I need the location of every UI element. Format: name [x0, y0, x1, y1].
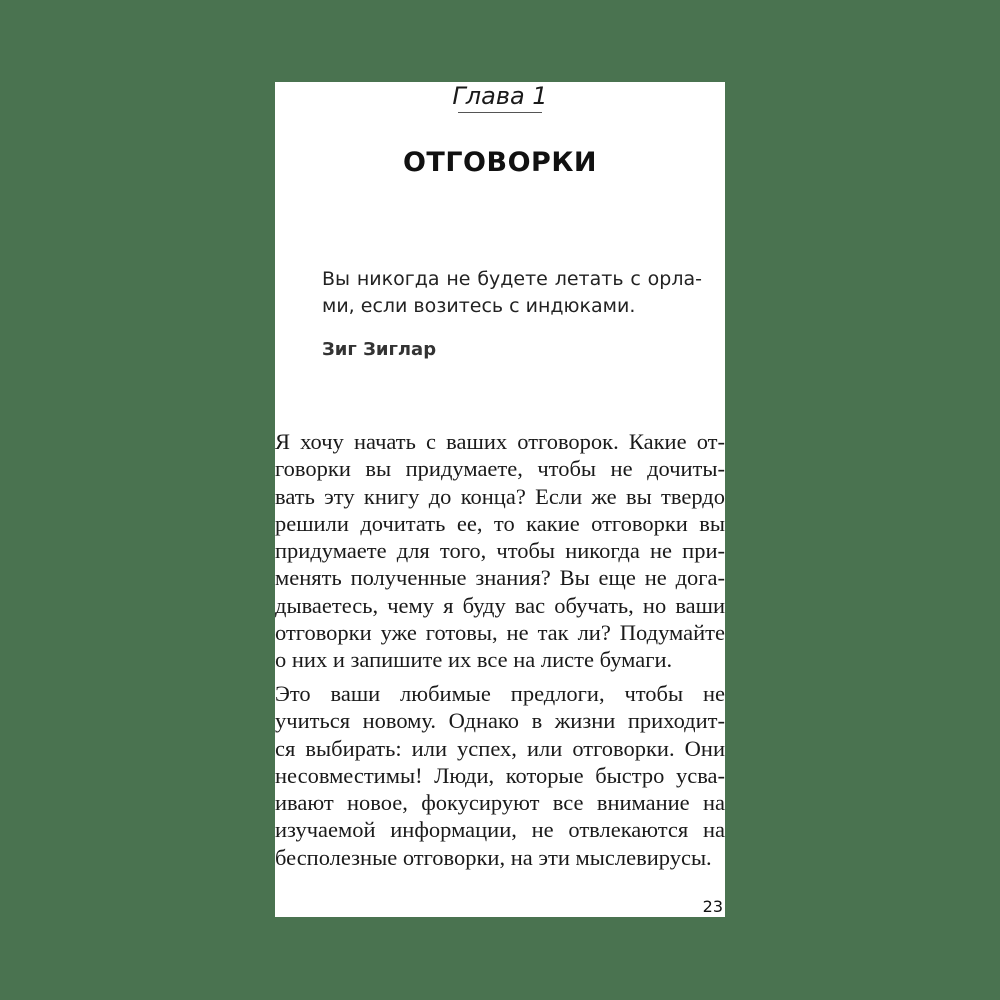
text-line: бесполезные отговорки, на эти мыслевирусы. — [275, 844, 712, 870]
text-line: Это ваши любимые предлоги, чтобы не — [275, 681, 725, 706]
text-line: Я хочу начать с ваших отговорок. Какие от- — [275, 429, 725, 454]
text-line: о них и запишите их все на листе бумаги. — [275, 647, 673, 673]
paragraph-1 — [275, 428, 725, 674]
text-line: изучаемой информации, не отвлекаются на — [275, 817, 725, 843]
text-line: говорки вы придумаете, чтобы не дочиты- — [275, 456, 725, 482]
text-line: решили дочитать ее, то какие отговорки вы — [275, 510, 725, 536]
book-page — [275, 82, 725, 917]
epigraph-line: ми, если возитесь с индюками. — [322, 295, 636, 317]
page-number: 23 — [702, 897, 723, 916]
epigraph-line: Вы никогда не будете летать с орла- — [322, 268, 702, 290]
text-line: отговорки уже готовы, не так ли? Подумайте — [275, 620, 725, 646]
epigraph-author: Зиг Зиглар — [322, 339, 437, 360]
chapter-divider — [458, 112, 542, 113]
text-line: дываетесь, чему я буду вас обучать, но ваши — [275, 592, 725, 618]
text-line: ивают новое, фокусируют все внимание на — [275, 790, 725, 816]
text-line: придумаете для того, чтобы никогда не при- — [275, 538, 725, 564]
text-line: менять полученные знания? Вы еще не дога- — [275, 565, 725, 591]
chapter-label: Глава 1 — [452, 82, 548, 110]
chapter-title: ОТГОВОРКИ — [402, 147, 597, 178]
text-line: несовместимы! Люди, которые быстро усва- — [275, 762, 725, 788]
paragraph-2 — [275, 680, 725, 871]
text-line: вать эту книгу до конца? Если же вы твердо — [275, 483, 725, 509]
epigraph-quote — [322, 266, 702, 320]
text-line: учиться новому. Однако в жизни приходит- — [275, 708, 725, 734]
text-line: ся выбирать: или успех, или отговорки. Они — [275, 735, 725, 761]
